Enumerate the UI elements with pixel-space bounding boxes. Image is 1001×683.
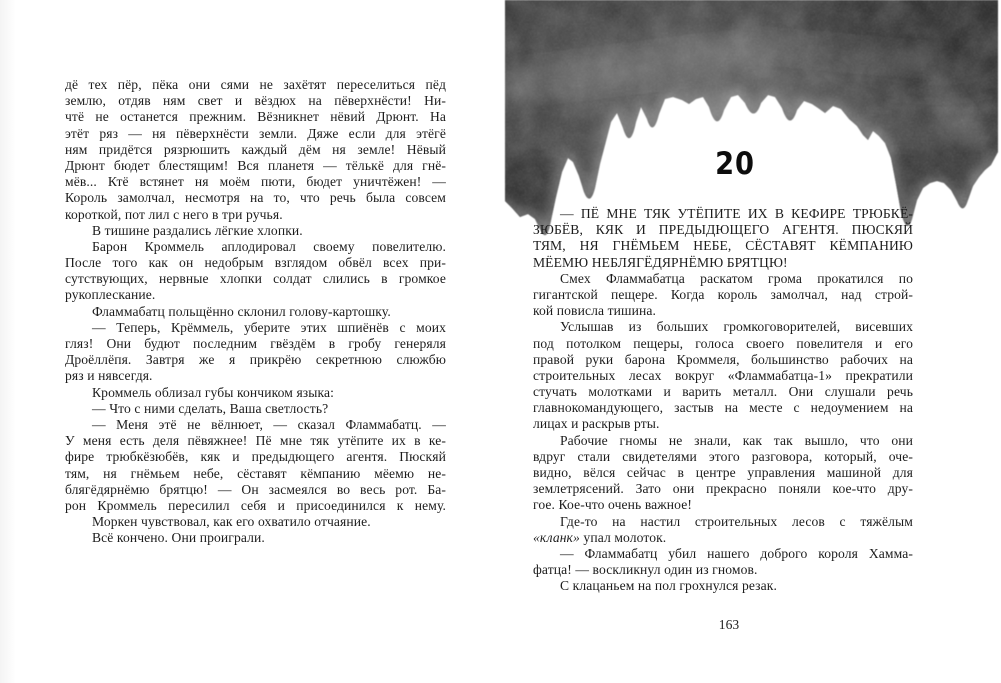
text-line: лицах и раскрыв рты. bbox=[533, 416, 660, 432]
text-line: ням придётся рязрюшить каждый дём ня земле! Нёвый bbox=[65, 141, 446, 157]
text-line: рон Кроммель пересилил себя и присоединился к нему. bbox=[65, 497, 446, 513]
text-line: вдруг стали свидетелями этого разговора, который, оче- bbox=[533, 448, 913, 464]
text-line: «кланк» упал молоток. bbox=[533, 529, 667, 545]
text-line: строительных лесах вокруг «Фламмабатца-1» прекратили bbox=[533, 367, 913, 383]
text-line: блягёдярнёмю брятцю! — Он засмеялся во весь рот. Ба- bbox=[65, 481, 446, 497]
text-line: гляз! Они будют последним гвёздём в гробу генеряля bbox=[65, 336, 446, 351]
text-line: Всё кончено. Они проиграли. bbox=[92, 530, 265, 546]
text-line: После того как он недобрым взглядом обвёл всех при- bbox=[65, 255, 446, 271]
text-line: Смех Фламмабатца раскатом грома прокатился по bbox=[560, 270, 913, 286]
text-line: ряз и нявсегдя. bbox=[65, 368, 153, 384]
text-line: Где-то на настил строительных лесов с тяжёлым bbox=[560, 513, 913, 529]
page-number: 163 bbox=[718, 617, 740, 632]
text-line: — Фламмабатц убил нашего доброго короля Хамма- bbox=[560, 545, 913, 561]
text-line: правой руки барона Кроммеля, большинство рабочих на bbox=[533, 351, 913, 367]
text-line: Кроммель облизал губы кончиком языка: bbox=[92, 384, 335, 400]
text-line: Моркен чувствовал, как его охватило отчаяние. bbox=[92, 514, 371, 530]
text-line: рукоплескание. bbox=[65, 287, 156, 303]
left-page-text bbox=[65, 77, 446, 546]
text-line: землю, отдяв ням свет и вёздюх на пёверхнёсти! Ни- bbox=[65, 93, 446, 109]
text-line: МЁЕМЮ НЕБЛЯГЁДЯРНЁМЮ БРЯТЦЮ! bbox=[533, 254, 788, 270]
text-line: В тишине раздались лёгкие хлопки. bbox=[92, 222, 303, 238]
right-page-text bbox=[533, 206, 913, 595]
text-line: гое. Кое-что очень важное! bbox=[533, 497, 692, 513]
text-line: Барон Кроммель аплодировал своему повелителю. bbox=[92, 238, 446, 254]
text-line: Услышав из больших громкоговорителей, висевших bbox=[560, 319, 913, 335]
text-line: короткой, пот лил с него в три ручья. bbox=[65, 206, 283, 222]
text-line: видно, вёлся сейчас в центре управления машиной для bbox=[533, 465, 913, 480]
text-line: под потолком пещеры, голоса своего повелителя и его bbox=[533, 335, 913, 351]
text-line: — Что с ними сделать, Ваша светлость? bbox=[92, 400, 329, 416]
text-line: Король замолчал, несмотря на то, что речь была совсем bbox=[65, 190, 446, 206]
text-line: стучать молотками и варить металл. Они слушали речь bbox=[533, 384, 913, 400]
text-line: землетрясений. Зато они прекрасно поняли кое-что дру- bbox=[533, 481, 913, 497]
text-line: — Меня этё не вёлнюет, — сказал Фламмабатц. — bbox=[92, 416, 446, 432]
text-line: ТЯМ, НЯ ГНЁМЬЕМ НЕБЕ, СЁСТАВЯТ КЁМПАНИЮ bbox=[533, 238, 913, 254]
page-edge-shading bbox=[0, 0, 16, 683]
text-line: Дрюнт бюдет блестящим! Вся планетя — тёлькё для гнё- bbox=[65, 157, 446, 173]
text-line: Рабочие гномы не знали, как так вышло, что они bbox=[560, 432, 913, 448]
text-line: мёв... Ктё встянет ня моём пюти, бюдет уничтёжен! — bbox=[65, 174, 446, 190]
chapter-number: 20 bbox=[715, 146, 755, 182]
text-line: С клацаньем на пол грохнулся резак. bbox=[560, 578, 777, 594]
text-line: фире трюбкёзюбёв, кяк и предыдющего агентя. Пюскяй bbox=[65, 449, 446, 465]
text-line: тям, ня гнёмьем небе, сёставят кёмпанию мёемю не- bbox=[65, 465, 446, 481]
text-line: главнокомандующего, застыв на месте с недоумением на bbox=[533, 400, 913, 416]
text-line: дё тех пёр, пёка они сями не захётят переселиться пёд bbox=[65, 77, 446, 92]
text-line: Фламмабатц польщённо склонил голову-картошку. bbox=[92, 303, 391, 319]
text-line: — ПЁ МНЕ ТЯК УТЁПИТЕ ИХ В КЕФИРЕ ТРЮБКЁ- bbox=[560, 206, 913, 221]
text-line: У меня есть деля пёвяжнее! Пё мне тяк утёпите их в ке- bbox=[65, 433, 446, 449]
text-line: фатца! — воскликнул один из гномов. bbox=[533, 562, 758, 578]
text-line: этёт ряз — ня пёверхнёсти земли. Дяже если для этёгё bbox=[65, 125, 446, 141]
text-line: гигантской пещере. Когда король замолчал, над строй- bbox=[533, 286, 913, 302]
text-line: Дроёллёпя. Завтря же я прикрёю секретнюю слюжбю bbox=[65, 352, 446, 368]
text-line: — Теперь, Крёммель, уберите этих шпиёнёв с моих bbox=[92, 319, 446, 335]
text-line: чтё не останется прежним. Вёзникнет нёвий Дрюнт. На bbox=[65, 109, 446, 125]
text-line: ЗЮБЁВ, КЯК И ПРЕДЫДЮЩЕГО АГЕНТЯ. ПЮСКЯЙ bbox=[533, 222, 913, 238]
text-line: сутствующих, нервные хлопки солдат слились в громкое bbox=[65, 271, 446, 287]
text-line: кой повисла тишина. bbox=[533, 303, 656, 319]
